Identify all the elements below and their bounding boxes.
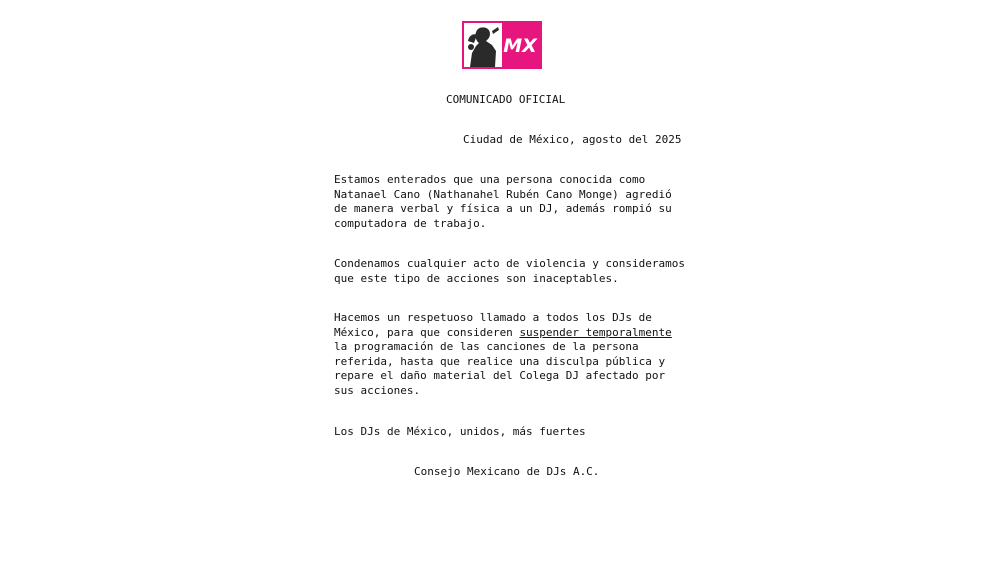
paragraph-1 <box>334 173 694 231</box>
dateline: Ciudad de México, agosto del 2025 <box>463 133 682 146</box>
paragraph-3-line: sus acciones. <box>334 383 421 397</box>
paragraph-3-line: referida, hasta que realice una disculpa pública y <box>334 354 666 368</box>
document-title: COMUNICADO OFICIAL <box>446 93 566 106</box>
underlined-emphasis: suspender temporalmente <box>519 325 672 339</box>
paragraph-3-line: Hacemos un respetuoso llamado a todos los DJs de <box>334 311 652 324</box>
paragraph-3-line: repare el daño material del Colega DJ afectado por <box>334 369 666 383</box>
signature: Consejo Mexicano de DJs A.C. <box>414 465 600 478</box>
paragraph-3-line: la programación de las canciones de la persona <box>334 340 639 354</box>
paragraph-3 <box>334 311 694 399</box>
paragraph-1-line: computadora de trabajo. <box>334 216 487 230</box>
paragraph-1-line: Estamos enterados que una persona conocida como <box>334 173 646 186</box>
consejo-mexicano-djs-logo <box>462 21 542 69</box>
paragraph-2-line: Condenamos cualquier acto de violencia y consideramos <box>334 257 685 270</box>
paragraph-2-line: que este tipo de acciones son inaceptables. <box>334 271 619 285</box>
logo-text: MX <box>503 35 537 57</box>
paragraph-1-line: Natanael Cano (Nathanahel Rubén Cano Monge) agredió <box>334 187 672 201</box>
paragraph-3-line: México, para que consideren <box>334 325 520 339</box>
closing-slogan: Los DJs de México, unidos, más fuertes <box>334 425 586 438</box>
paragraph-1-line: de manera verbal y física a un DJ, además rompió su <box>334 202 672 216</box>
dj-silhouette-logo-icon <box>462 21 542 69</box>
paragraph-2 <box>334 257 694 286</box>
